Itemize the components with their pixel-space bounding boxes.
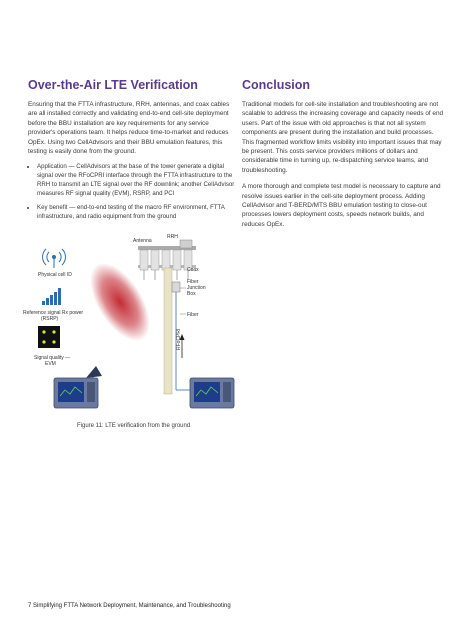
- conclusion-paragraph-1: Traditional models for cell-site installation and troubleshooting are not scalable to address the increasing coverage and capacity needs of end users. Part of the issue with old approaches is that not all system components are present during the installation and build processes. This fragmented workflow limits visibility into important issues that may be present. This costs service providers millions of dollars and considerable time in turning up, re-dispatching service teams, and troubleshooting.: [242, 101, 444, 174]
- lte-verification-figure: [20, 230, 250, 415]
- left-column: [28, 78, 238, 227]
- rsrp-label-1: Reference signal Rx power: [23, 310, 84, 316]
- rsrp-label-2: (RSRP): [41, 316, 59, 322]
- coax-label: Coax: [187, 267, 199, 273]
- figure-diagram: [20, 230, 250, 415]
- bullet-key-benefit: • Key benefit — end-to-end testing of the macro RF environment, FTTA infrastructure, and radio equipment from the ground: [37, 204, 238, 222]
- physical-cell-id-label: Physical cell ID: [38, 272, 72, 278]
- rrh-label: RRH: [167, 234, 178, 240]
- rsrp-bars-icon: [42, 288, 61, 305]
- evm-label-1: Signal quality —: [34, 355, 71, 361]
- celladvisor-transmitter-icon: [190, 378, 234, 408]
- rfocpri-label: RFoCPRI: [176, 328, 182, 350]
- evm-constellation-icon: [38, 326, 60, 348]
- bullet-list: [28, 163, 238, 221]
- antenna-label: Antenna: [133, 238, 152, 244]
- fiber-junction-label-1: Fiber: [187, 279, 199, 285]
- fiber-junction-label-2: Junction: [187, 285, 206, 291]
- conclusion-paragraph-2: A more thorough and complete test model is necessary to capture and resolve issues earlier in the cell-site deployment process. Adding CellAdvisor and T-BERD/MTS BBU emulation testing to close-out processes lowers deployment costs, speeds network builds, and reduces OpEx.: [242, 183, 441, 228]
- page-footer: 7 Simplifying FTTA Network Deployment, Maintenance, and Troubleshooting: [28, 603, 231, 609]
- fiber-junction-label-3: Box: [187, 291, 196, 297]
- figure-caption: Figure 11: LTE verification from the ground: [77, 423, 191, 429]
- section-heading-conclusion: Conclusion: [242, 78, 311, 92]
- physical-cell-id-icon: [43, 249, 66, 268]
- section-heading-ota: Over-the-Air LTE Verification: [28, 78, 198, 92]
- celladvisor-receiver-icon: [54, 378, 98, 408]
- tower-pole: [164, 268, 172, 394]
- fiber-junction-box-icon: [172, 282, 180, 292]
- intro-paragraph: Ensuring that the FTTA infrastructure, RRH, antennas, and coax cables are all installed correctly and validating end-to-end cell-site deployment before the BBU installation are key requirements for any service provider's operations team. It helps reduce time-to-market and reduces OpEx. Using two CellAdvisors and their BBU emulation features, this testing is easily done from the ground.: [28, 101, 230, 156]
- fiber-label: Fiber: [187, 312, 199, 318]
- bullet-application: • Application — CellAdvisors at the base of the tower generate a digital signal over the RFoCPRI interface through the FTTA infrastructure to the RRH to transmit an LTE signal over the RF downlink; another CellAdvisor measures RF signal quality (EVM), RSRP, and PCI: [37, 163, 238, 199]
- evm-label-2: EVM: [45, 361, 56, 367]
- right-column: [242, 78, 447, 236]
